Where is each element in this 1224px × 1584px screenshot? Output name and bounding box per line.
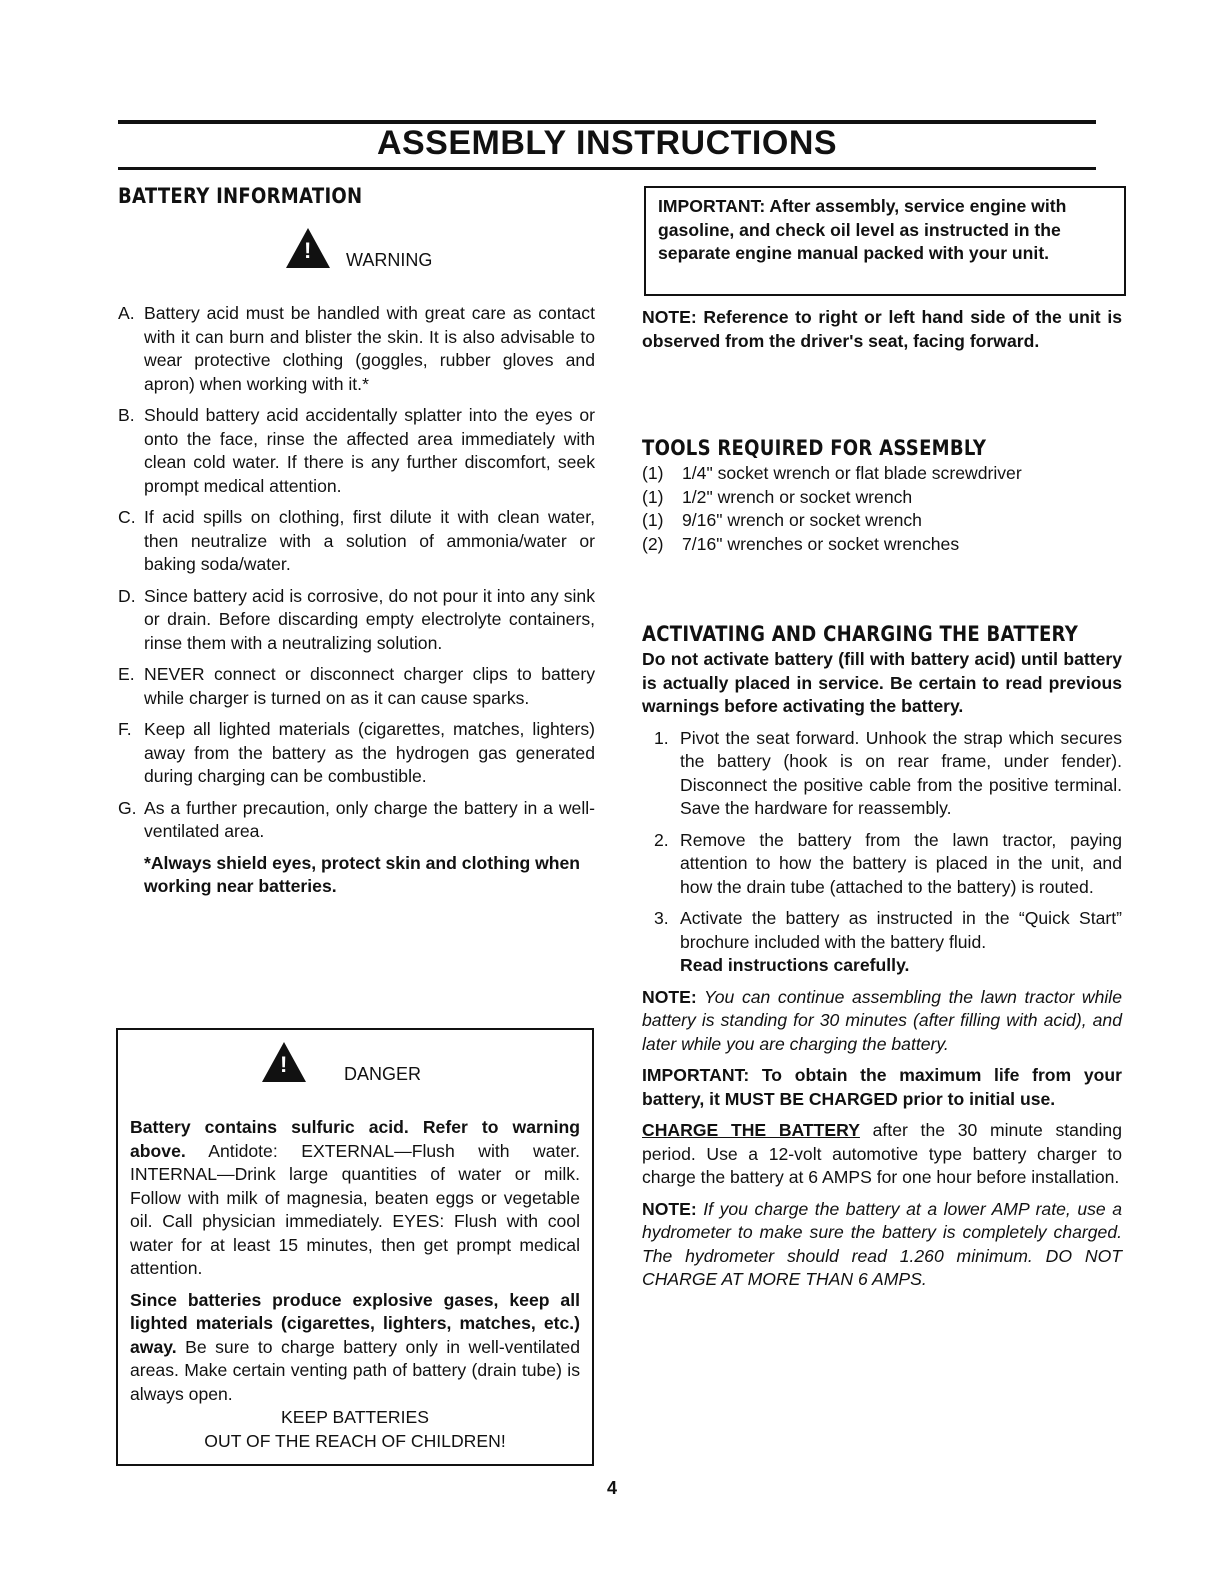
battery-warnings-list — [118, 302, 595, 899]
keep-line-2: OUT OF THE REACH OF CHILDREN! — [204, 1430, 506, 1451]
list-item: 1. Pivot the seat forward. Unhook the strap which secures the battery (hook is on rear frame, under fender). Disconnect the positive cable from the positive terminal. Save the hardware for reassembly. — [654, 727, 1122, 818]
protection-footnote: *Always shield eyes, protect skin and clothing when working near batteries. — [144, 852, 581, 896]
battery-info-heading: BATTERY INFORMATION — [118, 184, 363, 208]
important-text: IMPORTANT: After assembly, service engine with gasoline, and check oil level as instructed in the separate engine manual packed with your unit. — [658, 196, 1067, 263]
activating-intro: Do not activate battery (fill with battery acid) until battery is actually placed in service. Be certain to read previous warnings before activating the battery. — [642, 649, 1122, 716]
danger-box — [116, 1028, 594, 1466]
list-item: B. Should battery acid accidentally splatter into the eyes or onto the face, rinse the affected area immediately with clean cold water. If there is any further discomfort, seek prompt medical attention. — [118, 405, 595, 496]
danger-paragraph-2: Since batteries produce explosive gases, keep all lighted materials (cigarettes, lighters, matches, etc.) away. Be sure to charge battery only in well-ventilated areas. Make certain venting path of battery (drain tube) is always open. — [130, 1289, 580, 1404]
list-item: C. If acid spills on clothing, first dilute it with clean water, then neutralize with a solution of ammonia/water or baking soda/water. — [118, 507, 595, 574]
keep-line-1: KEEP BATTERIES — [281, 1407, 429, 1427]
list-item: (1) 1/2" wrench or socket wrench — [642, 486, 913, 507]
activating-heading: ACTIVATING AND CHARGING THE BATTERY — [642, 622, 1079, 646]
warning-label: WARNING — [346, 250, 433, 270]
list-item: (2) 7/16" wrenches or socket wrenches — [642, 533, 960, 554]
page-number: 4 — [606, 1478, 617, 1498]
list-item: (1) 9/16" wrench or socket wrench — [642, 510, 922, 530]
charge-paragraph: CHARGE THE BATTERY after the 30 minute standing period. Use a 12-volt automotive type battery charger to charge the battery at 6 AMPS for one hour before installation. — [642, 1120, 1123, 1187]
danger-header — [262, 1042, 482, 1088]
list-item: E. NEVER connect or disconnect charger clips to battery while charger is turned on as it can cause sparks. — [118, 664, 595, 708]
important-box — [644, 186, 1126, 296]
tools-heading: TOOLS REQUIRED FOR ASSEMBLY — [642, 436, 987, 460]
danger-label: DANGER — [344, 1064, 422, 1084]
warning-block — [286, 228, 486, 274]
note-continue: NOTE: You can continue assembling the lawn tractor while battery is standing for 30 minutes (after filling with acid), and later while you are charging the battery. — [642, 986, 1122, 1054]
warning-icon: ! — [286, 228, 330, 268]
tools-list — [642, 462, 1122, 556]
list-item: G. As a further precaution, only charge the battery in a well-ventilated area. — [118, 797, 595, 841]
list-item: 2. Remove the battery from the lawn tractor, paying attention to how the battery is placed in the unit, and how the drain tube (attached to the battery) is routed. — [654, 829, 1122, 897]
list-item: (1) 1/4" socket wrench or flat blade screwdriver — [642, 463, 1022, 483]
list-item: D. Since battery acid is corrosive, do not pour it into any sink or drain. Before discarding empty electrolyte containers, rinse them with a neutralizing solution. — [118, 585, 595, 653]
title-underline — [118, 167, 1096, 170]
danger-paragraph-1: Battery contains sulfuric acid. Refer to warning above. Antidote: EXTERNAL—Flush with water. INTERNAL—Drink large quantities of water or milk. Follow with milk of magnesia, beaten eggs or vegetable oil. Call physician immediately. EYES: Flush with cool water for at least 15 minutes, then get prompt medical attention. — [130, 1117, 580, 1278]
reference-note: NOTE: Reference to right or left hand side of the unit is observed from the driver's seat, facing forward. — [642, 307, 1122, 351]
important-charge: IMPORTANT: To obtain the maximum life from your battery, it MUST BE CHARGED prior to initial use. — [642, 1065, 1122, 1109]
list-item: A. Battery acid must be handled with great care as contact with it can burn and blister the skin. It is also advisable to wear protective clothing (goggles, rubber gloves and apron) when working with it.* — [118, 303, 595, 394]
danger-text — [130, 1116, 580, 1453]
activating-content — [642, 648, 1122, 1292]
danger-icon: ! — [262, 1042, 306, 1082]
page-title: ASSEMBLY INSTRUCTIONS — [376, 124, 838, 162]
note-hydrometer: NOTE: If you charge the battery at a lower AMP rate, use a hydrometer to make sure the battery is completely charged. The hydrometer should read 1.260 minimum. DO NOT CHARGE AT MORE THAN 6 AMPS. — [642, 1198, 1122, 1289]
list-item: 3. Activate the battery as instructed in the “Quick Start” brochure included with the battery fluid. Read instructions carefully. — [654, 908, 1122, 975]
list-item: F. Keep all lighted materials (cigarettes, matches, lighters) away from the battery as the hydrogen gas generated during charging can be combustible. — [118, 719, 595, 786]
